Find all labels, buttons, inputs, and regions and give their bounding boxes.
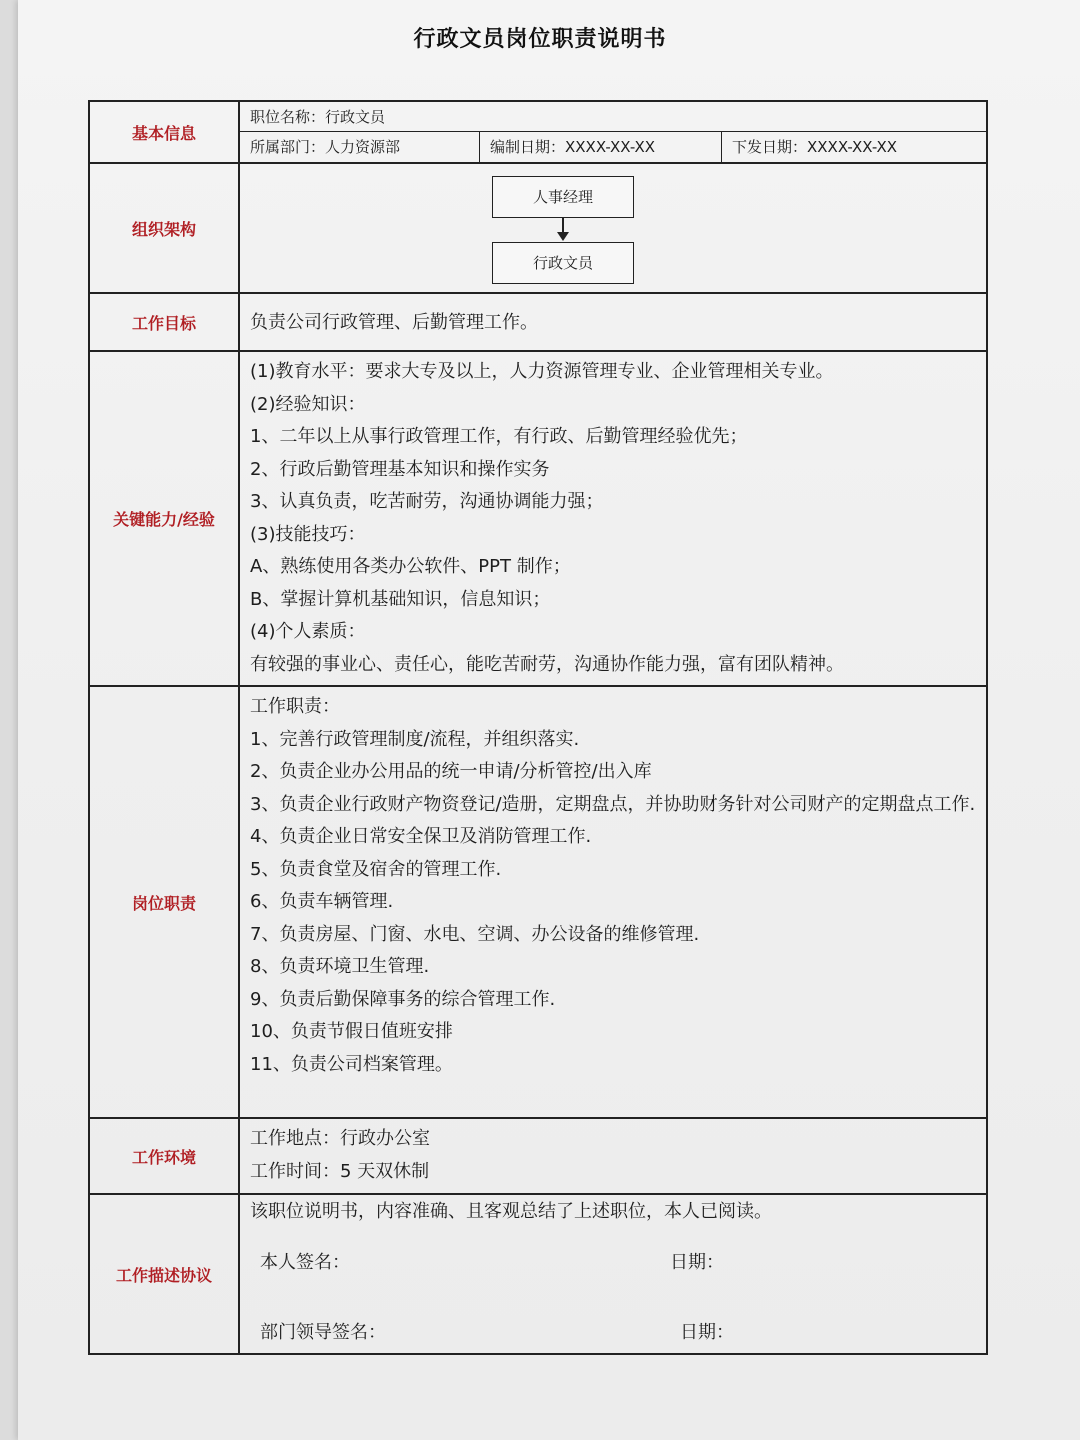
agreement-content [239,1194,987,1354]
ability-line: (2)经验知识： [250,393,366,415]
self-signature-row [250,1247,976,1317]
duties-heading: 工作职责： [250,696,340,717]
duties-content [239,686,987,1118]
department: 所属部门：人力资源部 [240,132,480,162]
org-box-clerk: 行政文员 [492,242,634,284]
job-description-table [88,100,988,1355]
row-duties [89,686,987,1118]
duty-item: 11、负责公司档案管理。 [250,1053,453,1075]
work-goal-text: 负责公司行政管理、后勤管理工作。 [250,312,538,333]
key-abilities-content [239,351,987,686]
ability-line: 1、二年以上从事行政管理工作，有行政、后勤管理经验优先； [250,426,748,447]
arrow-down-icon [557,232,569,241]
agreement-statement: 该职位说明书，内容准确、且客观总结了上述职位，本人已阅读。 [250,1201,772,1222]
leader-signature-label: 部门领导签名： [260,1322,386,1343]
label-duties: 岗位职责 [89,686,239,1118]
ability-line: 2、行政后勤管理基本知识和操作实务 [250,458,550,480]
label-agreement: 工作描述协议 [89,1194,239,1354]
label-key-abilities: 关键能力/经验 [89,351,239,686]
leader-date-label: 日期： [680,1322,734,1343]
duty-item: 2、负责企业办公用品的统一申请/分析管控/出入库 [250,761,652,782]
row-environment [89,1118,987,1194]
compile-date: 编制日期：XXXX-XX-XX [480,132,722,162]
org-box-manager: 人事经理 [492,176,634,218]
label-org-structure: 组织架构 [89,163,239,293]
label-basic-info: 基本信息 [89,101,239,163]
document-title: 行政文员岗位职责说明书 [413,27,667,52]
row-agreement [89,1194,987,1354]
ability-line: (3)技能技巧： [250,523,366,545]
row-org-structure [89,163,987,293]
environment-content [239,1118,987,1194]
duty-item: 4、负责企业日常安全保卫及消防管理工作. [250,826,592,847]
duty-item: 8、负责环境卫生管理. [250,956,430,977]
org-structure-content [239,163,987,293]
duty-item: 10、负责节假日值班安排 [250,1021,453,1042]
duty-item: 7、负责房屋、门窗、水电、空调、办公设备的维修管理. [250,923,700,945]
ability-line: (1)教育水平：要求大专及以上，人力资源管理专业、企业管理相关专业。 [250,361,834,382]
work-time: 工作时间：5 天双休制 [250,1160,430,1182]
position-name: 职位名称：行政文员 [240,102,986,132]
ability-line: (4)个人素质： [250,621,366,642]
self-date-label: 日期： [670,1252,724,1273]
duty-item: 5、负责食堂及宿舍的管理工作. [250,858,502,880]
duty-item: 9、负责后勤保障事务的综合管理工作. [250,988,556,1010]
ability-line: 3、认真负责，吃苦耐劳，沟通协调能力强； [250,491,604,512]
ability-line: A、熟练使用各类办公软件、PPT 制作； [250,556,571,577]
duty-item: 3、负责企业行政财产物资登记/造册，定期盘点，并协助财务针对公司财产的定期盘点工作. [250,793,976,815]
ability-line: B、掌握计算机基础知识，信息知识； [250,588,551,610]
leader-signature-row [250,1317,976,1353]
work-location: 工作地点：行政办公室 [250,1128,430,1149]
duty-item: 1、完善行政管理制度/流程，并组织落实. [250,728,580,750]
duty-item: 6、负责车辆管理. [250,891,394,912]
label-work-goal: 工作目标 [89,293,239,351]
row-basic-info [89,101,987,163]
row-key-abilities [89,351,987,686]
row-work-goal [89,293,987,351]
label-environment: 工作环境 [89,1118,239,1194]
basic-info-content [239,101,987,163]
work-goal-content [239,293,987,351]
issue-date: 下发日期：XXXX-XX-XX [732,138,898,156]
ability-line: 有较强的事业心、责任心，能吃苦耐劳，沟通协作能力强，富有团队精神。 [250,653,844,675]
self-signature-label: 本人签名： [260,1252,350,1273]
